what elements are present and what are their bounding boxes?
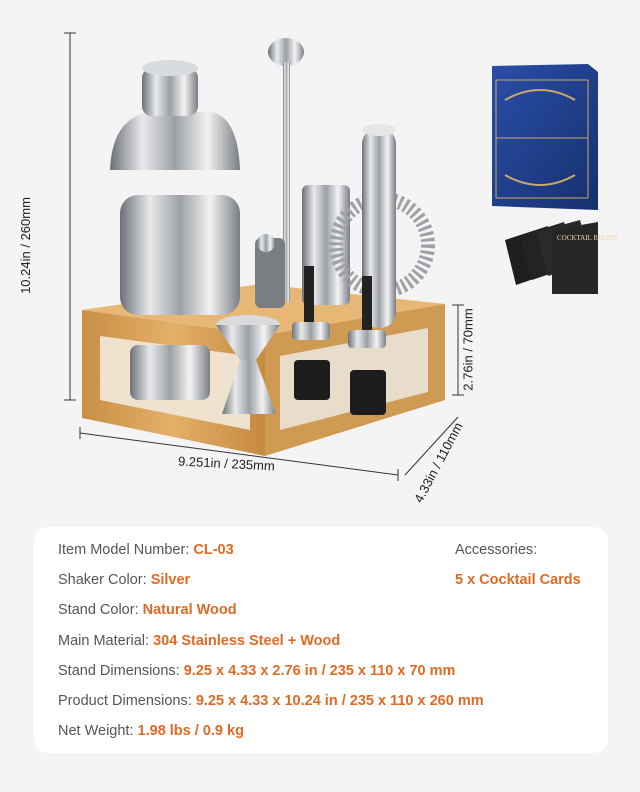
recipe-book-box: [492, 64, 598, 210]
spec-stand-value: Natural Wood: [142, 602, 237, 618]
spec-weight-value: 1.98 lbs / 0.9 kg: [137, 723, 244, 739]
spec-model-value: CL-03: [193, 542, 234, 558]
specifications-card: [34, 527, 608, 753]
spec-stand-dim-label: Stand Dimensions:: [58, 663, 180, 679]
spec-material-value: 304 Stainless Steel + Wood: [153, 633, 341, 649]
cocktail-cards: [505, 220, 617, 294]
spec-stand-dimensions: [58, 663, 455, 679]
spec-shaker-label: Shaker Color:: [58, 572, 147, 588]
spec-stand-dim-value: 9.25 x 4.33 x 2.76 in / 235 x 110 x 70 mm: [183, 663, 456, 679]
spec-net-weight: [58, 723, 244, 739]
stand-height-dimension-label: 2.76in / 70mm: [460, 308, 476, 391]
spec-shaker-color: [58, 572, 190, 588]
spec-stand-label: Stand Color:: [58, 602, 139, 618]
spec-product-dim-label: Product Dimensions:: [58, 693, 192, 709]
spec-product-dimensions: [58, 693, 484, 709]
width-dimension-label: 9.251in / 235mm: [177, 453, 276, 474]
spec-material: [58, 633, 340, 649]
depth-dimension-label: 4.33in / 110mm: [410, 419, 466, 506]
spec-weight-label: Net Weight:: [58, 723, 134, 739]
spec-material-label: Main Material:: [58, 633, 150, 649]
spec-stand-color: [58, 602, 237, 618]
spec-accessories-value: 5 x Cocktail Cards: [455, 572, 581, 588]
spec-model: [58, 542, 234, 558]
recipe-card-title: COCKTAIL RECIPE: [557, 234, 618, 242]
spec-product-dim-value: 9.25 x 4.33 x 10.24 in / 235 x 110 x 260 mm: [195, 693, 484, 709]
wine-opener: [255, 234, 285, 308]
spec-accessories-label: Accessories:: [455, 542, 538, 558]
spec-model-label: Item Model Number:: [58, 542, 190, 558]
spec-shaker-value: Silver: [150, 572, 191, 588]
height-dimension-label: 10.24in / 260mm: [17, 197, 33, 294]
